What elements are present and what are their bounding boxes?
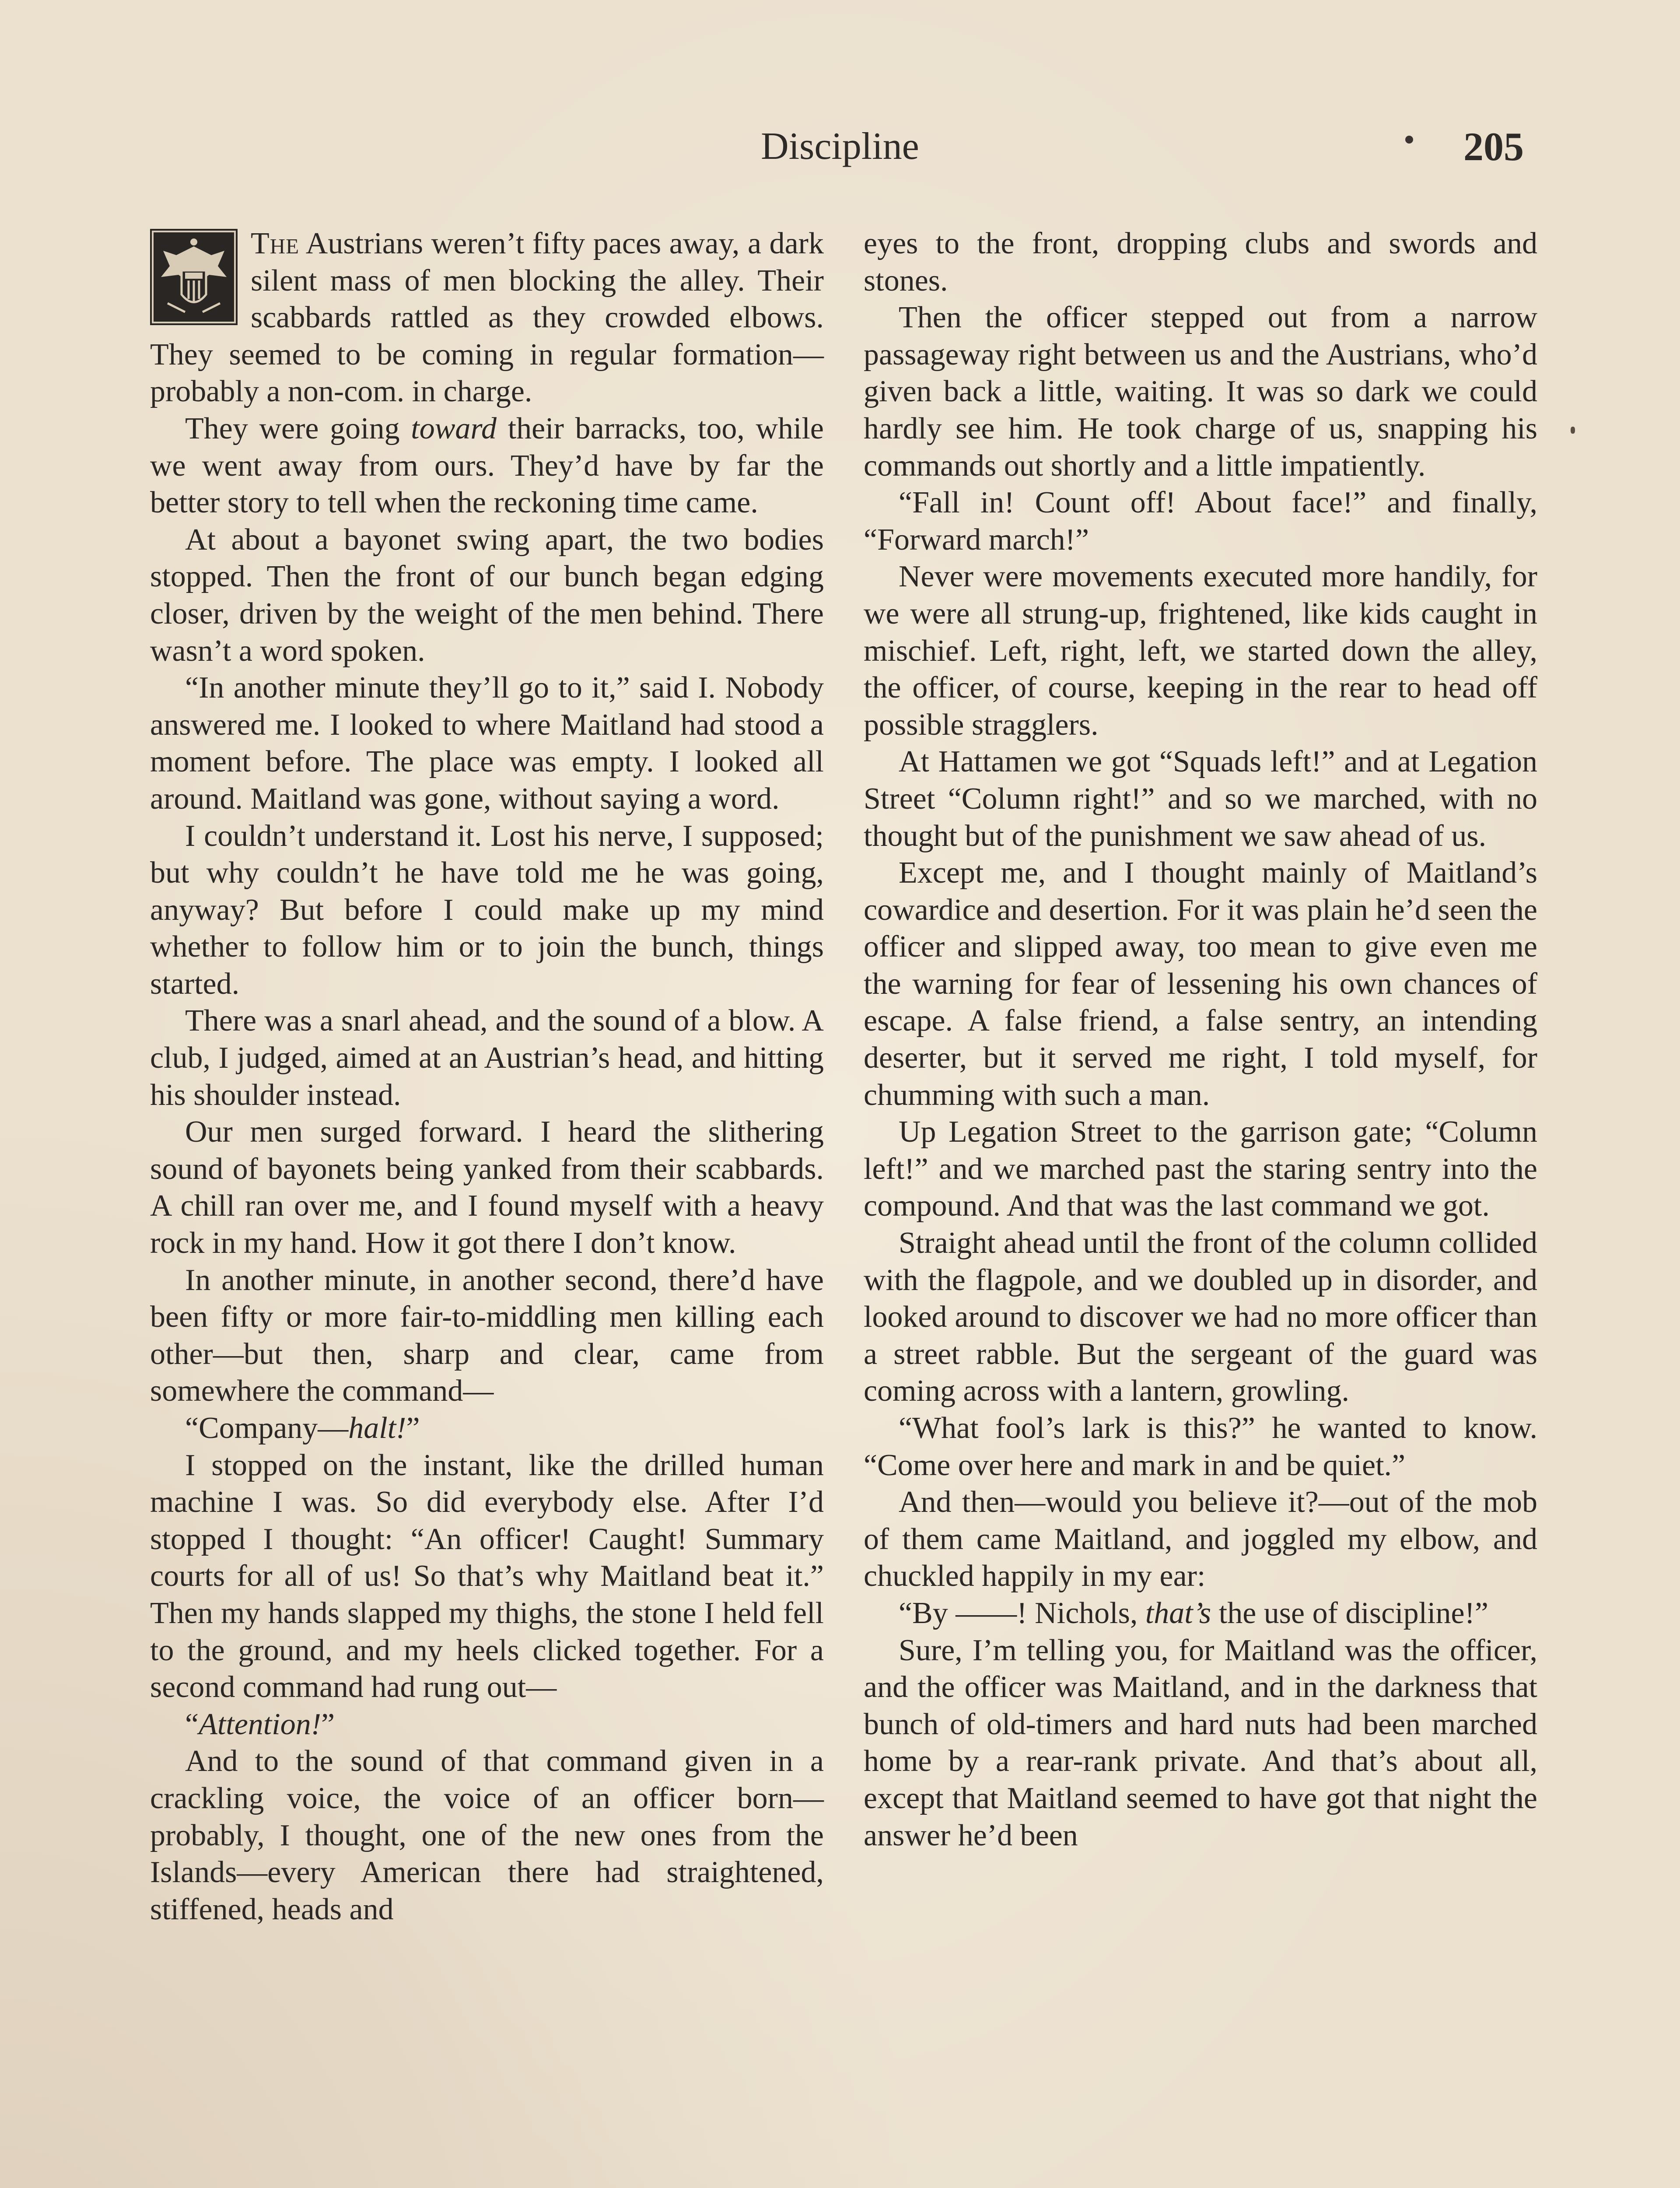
paragraph: Our men surged forward. I heard the slithering sound of bayonets being yanked from their scabbards. A chill ran over me, and I found myself with a heavy rock in my hand. How it got there I don’t know. (150, 1115, 824, 1260)
right-column (864, 225, 1537, 1854)
paragraph: The Austrians weren’t fifty paces away, a dark silent mass of men blocking the alley. Their scabbards rattled as they crowded elbows. They seemed to be coming in regular formation—probably a non-com. in charge. (150, 227, 824, 409)
paragraph: Except me, and I thought mainly of Maitland’s cowardice and desertion. For it was plain he’d seen the officer and slipped away, too mean to give even me the warning for fear of lessening his own chances of escape. A false friend, a false sentry, an intending deserter, but it served me right, I told myself, for chumming with such a man. (864, 856, 1537, 1112)
paragraph: Sure, I’m telling you, for Maitland was the officer, and the officer was Maitland, and in the darkness that bunch of old-timers and hard nuts had been marched home by a rear-rank private. And that’s about all, except that Maitland seemed to have got that night the answer he’d been (864, 1633, 1537, 1852)
command-line: “Company—halt!” (185, 1411, 420, 1445)
command-line: “Attention!” (185, 1707, 335, 1741)
paragraph: “In another minute they’ll go to it,” said I. Nobody answered me. I looked to where Maitland had stood a moment before. The place was empty. I looked all around. Maitland was gone, without saying a word. (150, 671, 824, 816)
paragraph: Never were movements executed more handily, for we were all strung-up, frightened, like kids caught in mischief. Left, right, left, we started down the alley, the officer, of course, keeping in the rear to head off possible stragglers. (864, 560, 1537, 742)
paper-speck (1571, 427, 1575, 434)
paragraph: At about a bayonet swing apart, the two bodies stopped. Then the front of our bunch began edging closer, driven by the weight of the men behind. There wasn’t a word spoken. (150, 522, 824, 668)
paragraph: I stopped on the instant, like the drilled human machine I was. So did everybody else. After I’d stopped I thought: “An officer! Caught! Summary courts for all of us! So that’s why Maitland beat it.” Then my hands slapped my thighs, the stone I held fell to the ground, and my heels clicked together. For a second command had rung out— (150, 1448, 824, 1704)
paragraph: Straight ahead until the front of the column collided with the flagpole, and we doubled up in disorder, and looked around to discover we had no more officer than a street rabble. But the sergeant of the guard was coming across with a lantern, growling. (864, 1226, 1537, 1408)
paragraph: Then the officer stepped out from a narrow passageway right between us and the Austrians, who’d given back a little, waiting. It was so dark we could hardly see him. He took charge of us, snapping his commands out shortly and a little impatiently. (864, 301, 1537, 483)
header-dot (1405, 136, 1413, 144)
paragraph: “What fool’s lark is this?” he wanted to know. “Come over here and mark in and be quiet.” (864, 1411, 1537, 1482)
paragraph: And then—would you believe it?—out of the mob of them came Maitland, and joggled my elbow, and chuckled happily in my ear: (864, 1485, 1537, 1593)
paragraph: Up Legation Street to the garrison gate; “Column left!” and we marched past the staring sentry into the compound. And that was the last command we got. (864, 1115, 1537, 1223)
running-head-title: Discipline (761, 125, 919, 168)
paragraph: There was a snarl ahead, and the sound of a blow. A club, I judged, aimed at an Austrian’s head, and hitting his shoulder instead. (150, 1004, 824, 1112)
paragraph: They were going toward their barracks, too, while we went away from ours. They’d have by far the better story to tell when the reckoning time came. (150, 411, 824, 520)
eagle-shield-icon (150, 229, 238, 325)
paragraph: “Fall in! Count off! About face!” and finally, “Forward march!” (864, 486, 1537, 557)
paragraph: At Hattamen we got “Squads left!” and at Legation Street “Column right!” and so we marched, with no thought but of the punishment we saw ahead of us. (864, 745, 1537, 853)
paragraph: I couldn’t understand it. Lost his nerve, I supposed; but why couldn’t he have told me he was going, anyway? But before I could make up my mind whether to follow him or to join the bunch, things started. (150, 819, 824, 1001)
paragraph: And to the sound of that command given in a crackling voice, the voice of an officer born—probably, I thought, one of the new ones from the Islands—every American there had straightened, stiffened, heads and (150, 1744, 824, 1926)
left-column (150, 225, 824, 1928)
paragraph: “By ——! Nichols, that’s the use of discipline!” (899, 1596, 1488, 1630)
page-number: 205 (1463, 124, 1524, 169)
paragraph: In another minute, in another second, there’d have been fifty or more fair-to-middling men killing each other—but then, sharp and clear, came from somewhere the command— (150, 1263, 824, 1408)
paragraph: eyes to the front, dropping clubs and swords and stones. (864, 227, 1537, 298)
